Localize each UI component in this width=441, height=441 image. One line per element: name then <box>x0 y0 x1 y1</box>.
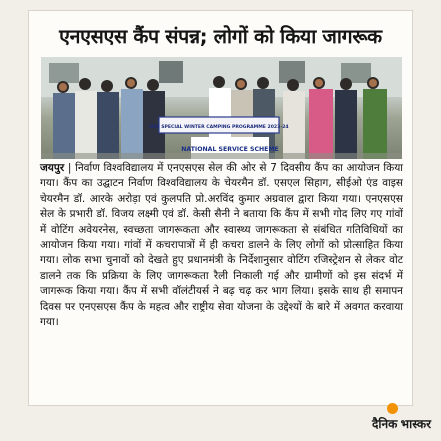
headline: एनएसएस कैंप संपन्न; लोगों को किया जागरूक <box>59 24 382 48</box>
article-body <box>40 161 403 330</box>
dateline: जयपुर <box>40 162 65 174</box>
logo-sun-icon <box>387 403 398 414</box>
banner-text: NSS SPECIAL WINTER CAMPING PROGRAMME 2023-24 <box>149 125 289 130</box>
newspaper-name: दैनिक भास्कर <box>371 417 431 431</box>
group-photo <box>41 57 402 159</box>
newspaper-logo <box>372 403 431 432</box>
dateline-separator: | <box>64 162 76 174</box>
standee-text: NATIONAL SERVICE SCHEME <box>181 146 279 153</box>
article-text: निर्वाण विश्वविद्यालय में एनएसएस सेल की ओर से 7 दिवसीय कैंप का आयोजन किया गया। कैंप का उद्घाटन निर्वाण विश्वविद्यालय के चेयरमैन डॉ. एसएल सिहाग, सीईओ एंड वाइस चेयरमैन डॉ. आरके अरोड़ा एवं कुलपति प्रो.अरविंद कुमार अग्रवाल द्वारा किया गया। एनएसएस सेल के प्रभारी डॉ. विजय लक्ष्मी एवं डॉ. केसी सैनी ने बताया कि कैंप में सभी गोद लिए गए गांवों में वोटिंग अवेयरनेस, स्वच्छता जागरूकता और स्वास्थ्य जागरूकता से संबंधित गतिविधियों का आयोजन किया गया। गांवों में कचरापात्रों में ही कचरा डालने के लिए लोगों को प्रोत्साहित किया गया। लोक सभा चुनावों को देखते हुए प्रधानमंत्री के निर्देशानुसार वोटिंग रजिस्ट्रेशन से लेकर वोट डालने तक कि प्रक्रिया के लिए जागरूकता रैली निकाली गई और ग्रामीणों को इस संदर्भ में जागरूक किया गया। कैंप में सभी वॉलंटीयर्स ने बढ़ चढ़ कर भाग लिया। इसके साथ ही समापन दिवस पर एनएसएस कैंप के महत्व और राष्ट्रीय सेवा योजना के उद्देश्यों के बारे में अवगत करवाया गया। <box>40 162 404 329</box>
news-clipping <box>28 10 413 406</box>
